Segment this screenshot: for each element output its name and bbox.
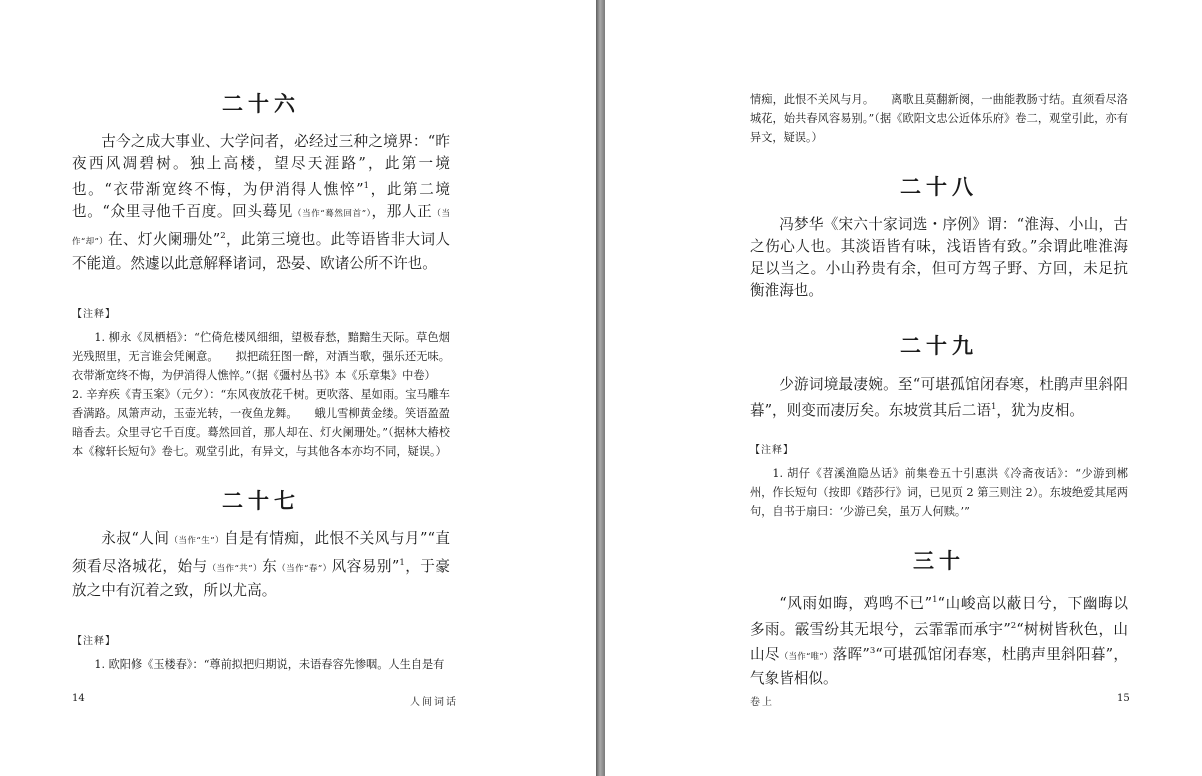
- note-1: 1. 柳永《凤栖梧》：“伫倚危楼风细细，望极春愁，黯黯生天际。草色烟光残照里，无言谁会凭阑意。 拟把疏狂图一醉，对酒当歌，强乐还无味。衣带渐宽终不悔，为伊消得人憔悴。”（据《彊村丛书》本《乐章集》中卷）: [72, 331, 450, 383]
- section-29-notes: [750, 464, 1128, 521]
- notes-heading: 【注释】: [72, 636, 116, 648]
- section-26-notes: [72, 328, 450, 461]
- editorial-aside: （当作“却”）: [72, 209, 450, 248]
- footnote-ref: 1: [990, 401, 997, 412]
- section-30-body: “风雨如晦，鸡鸣不已”$^1$“山峻高以蔽日兮，下幽晦以多雨。霰雪纷其无垠兮，云霏霏而承宇”$^2$“树树皆秋色，山山尽（当作“唯”）落晖”$^3$“可堪孤馆闭春寒，杜鹃声里斜阳暮”，气象皆相似。: [750, 594, 1128, 688]
- section-29-body: 少游词境最凄婉。至“可堪孤馆闭春寒，杜鹃声里斜阳暮”，则变而凄厉矣。东坡赏其后二语$^1$，犹为皮相。: [750, 375, 1128, 419]
- editorial-aside: （当作“唯”）: [779, 652, 833, 663]
- continued-note: 情痴，此恨不关风与月。 离歌且莫翻新阕，一曲能教肠寸结。直须看尽洛城花，始共春风容易别。”（据《欧阳文忠公近体乐府》卷二，观堂引此，亦有异文，疑误。）: [750, 93, 1128, 144]
- footnote-ref: 3: [869, 646, 876, 657]
- left-page-content: [72, 90, 450, 700]
- section-27-notes: [72, 655, 450, 674]
- right-page-content: [750, 90, 1128, 720]
- editorial-aside: （当作“生”）: [169, 536, 224, 547]
- section-27-title: 二十七: [222, 488, 300, 514]
- section-30-title: 三十: [913, 548, 965, 574]
- editorial-aside: （当作“共”）: [207, 564, 263, 575]
- section-28-body: 冯梦华《宋六十家词选・序例》谓：“淮海、小山，古之伤心人也。其淡语皆有味，浅语皆有致。”余谓此唯淮海足以当之。小山矜贵有余，但可方驾子野、方回，未足抗衡淮海也。: [750, 216, 1128, 300]
- editorial-aside: （当作“蓦然回首”）: [292, 209, 372, 220]
- running-volume: 卷上: [750, 697, 774, 708]
- footnote-ref: 1: [932, 594, 938, 605]
- running-title: 人间词话: [410, 697, 458, 708]
- book-gutter: [596, 0, 605, 776]
- section-28-title: 二十八: [900, 174, 978, 199]
- note-2: 2. 辛弃疾《青玉案》（元夕）：“东风夜放花千树。更吹落、星如雨。宝马雕车香满路。凤箫声动，玉壶光转，一夜鱼龙舞。 蛾儿雪柳黄金缕。笑语盈盈暗香去。众里寻它千百度。蓦然回首，那人却在、灯火阑珊处。”（据林大椿校本《稼轩长短句》卷七。观堂引此，有异文，与其他各本亦均不同，疑误。）: [72, 388, 450, 459]
- right-page: [605, 0, 1202, 776]
- editorial-aside: （当作“春”）: [277, 564, 332, 575]
- section-26-body: 古今之成大事业、大学问者，必经过三种之境界：“昨夜西风凋碧树。独上高楼，望尽天涯路”，此第一境也。“衣带渐宽终不悔，为伊消得人憔悴”$^1$，此第二境也。“众里寻他千百度。回头蓦见（当作“蓦然回首”），那人正（当作“却”）在、灯火阑珊处”$^2$，此第三境也。此等语皆非大词人不能道。然遽以此意解释诸词，恐晏、欧诸公所不许也。: [72, 133, 450, 273]
- footnote-ref: 1: [399, 558, 405, 569]
- notes-heading: 【注释】: [72, 309, 116, 321]
- section-26-title: 二十六: [222, 91, 300, 116]
- footnote-ref: 2: [220, 231, 226, 242]
- section-29-title: 二十九: [900, 333, 978, 359]
- note-1: 1. 胡仔《苕溪渔隐丛话》前集卷五十引惠洪《冷斋夜话》：“少游到郴州，作长短句（按即《踏莎行》词，已见页 2 第三则注 2）。东坡绝爱其尾两句，自书于扇曰：‘少游已矣，虽万人何赎。’”: [750, 467, 1128, 519]
- page-number: 14: [72, 693, 85, 704]
- note-1: 1. 欧阳修《玉楼春》：“尊前拟把归期说，未语春容先惨咽。人生自是有: [94, 658, 445, 672]
- footnote-ref: 1: [363, 181, 370, 192]
- left-page: [0, 0, 596, 776]
- footnote-ref: 2: [1010, 620, 1017, 631]
- page-number: 15: [1117, 693, 1130, 704]
- notes-heading: 【注释】: [750, 445, 794, 457]
- section-27-body: 永叔“人间（当作“生”）自是有情痴，此恨不关风与月”“直须看尽洛城花，始与（当作“共”）东（当作“春”）风容易别”$^1$，于豪放之中有沉着之致，所以尤高。: [72, 530, 450, 600]
